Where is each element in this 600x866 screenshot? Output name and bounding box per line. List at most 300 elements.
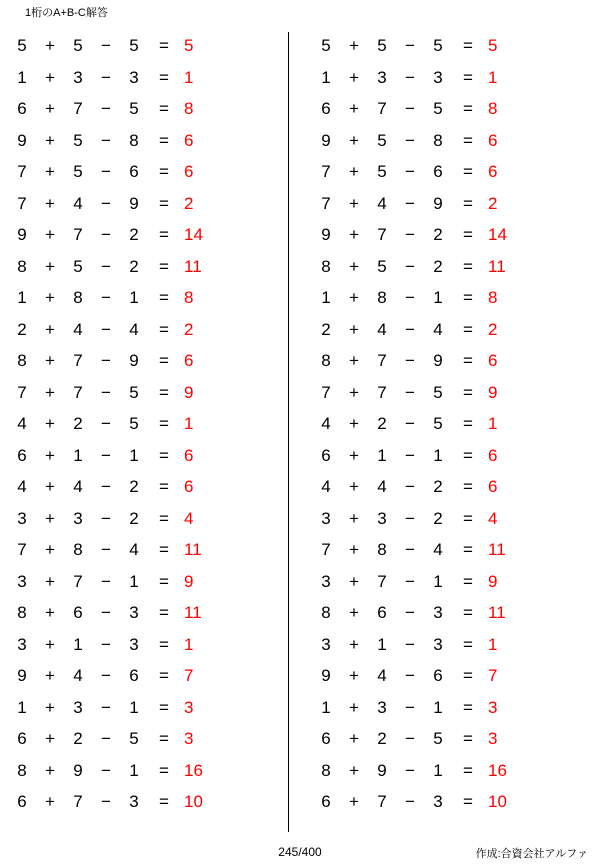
operand-b: 4: [73, 477, 83, 496]
plus-operator: +: [349, 634, 359, 654]
equals-operator: =: [463, 36, 473, 55]
answer-value: 9: [488, 382, 498, 402]
operand-b: 4: [73, 193, 83, 213]
minus-operator: −: [405, 603, 415, 622]
equals-operator: =: [463, 634, 473, 654]
problem-row: [8, 314, 296, 346]
problem-row: [312, 566, 600, 598]
operand-a: 1: [321, 67, 331, 87]
minus-operator: −: [405, 130, 415, 150]
answer-value: 9: [488, 571, 498, 591]
operand-b: 8: [73, 540, 83, 559]
minus-operator: −: [405, 540, 415, 559]
operand-b: 4: [73, 319, 83, 339]
operand-b: 2: [73, 729, 83, 748]
operand-a: 1: [17, 697, 27, 717]
problem-row: [8, 566, 296, 598]
answer-value: 1: [184, 67, 194, 87]
answer-value: 8: [488, 99, 498, 118]
problem-row: [312, 597, 600, 629]
answer-value: 7: [488, 666, 498, 685]
equals-operator: =: [159, 414, 169, 433]
minus-operator: −: [101, 162, 111, 181]
operand-c: 5: [129, 99, 139, 118]
plus-operator: +: [349, 571, 359, 591]
operand-b: 7: [377, 99, 387, 118]
problem-row: [8, 125, 296, 157]
problem-row: [8, 660, 296, 692]
problem-row: [8, 62, 296, 94]
operand-c: 1: [129, 288, 139, 307]
plus-operator: +: [45, 414, 55, 433]
operand-a: 8: [17, 603, 27, 622]
plus-operator: +: [349, 382, 359, 402]
problem-row: [312, 125, 600, 157]
operand-a: 8: [17, 351, 27, 370]
answer-value: 1: [488, 414, 498, 433]
answer-value: 7: [184, 666, 194, 685]
problem-row: [312, 156, 600, 188]
equals-operator: =: [159, 760, 169, 780]
operand-b: 7: [73, 225, 83, 244]
operand-b: 4: [377, 477, 387, 496]
operand-b: 7: [73, 382, 83, 402]
equals-operator: =: [463, 792, 473, 811]
equals-operator: =: [463, 414, 473, 433]
minus-operator: −: [101, 225, 111, 244]
equals-operator: =: [159, 477, 169, 496]
operand-c: 5: [433, 99, 443, 118]
operand-c: 4: [433, 540, 443, 559]
minus-operator: −: [101, 634, 111, 654]
minus-operator: −: [101, 697, 111, 717]
problem-row: [312, 219, 600, 251]
operand-b: 6: [73, 603, 83, 622]
operand-c: 3: [129, 792, 139, 811]
minus-operator: −: [101, 288, 111, 307]
equals-operator: =: [159, 603, 169, 622]
answer-value: 11: [184, 256, 202, 276]
operand-b: 5: [377, 130, 387, 150]
answer-value: 11: [488, 540, 506, 559]
operand-c: 2: [129, 477, 139, 496]
operand-a: 1: [321, 697, 331, 717]
equals-operator: =: [463, 666, 473, 685]
equals-operator: =: [463, 67, 473, 87]
operand-c: 3: [129, 634, 139, 654]
operand-b: 5: [377, 162, 387, 181]
plus-operator: +: [349, 540, 359, 559]
plus-operator: +: [45, 225, 55, 244]
operand-c: 2: [433, 256, 443, 276]
operand-c: 5: [433, 729, 443, 748]
equals-operator: =: [159, 445, 169, 465]
answer-value: 6: [184, 445, 194, 465]
answer-value: 6: [184, 477, 194, 496]
answer-value: 2: [184, 193, 194, 213]
answer-value: 1: [184, 414, 194, 433]
page-title: 1桁のA+B-C解答: [25, 7, 108, 19]
plus-operator: +: [349, 603, 359, 622]
operand-a: 6: [17, 445, 27, 465]
operand-b: 7: [377, 382, 387, 402]
minus-operator: −: [405, 351, 415, 370]
problem-row: [312, 503, 600, 535]
problem-row: [312, 188, 600, 220]
operand-a: 7: [321, 382, 331, 402]
operand-c: 4: [129, 540, 139, 559]
plus-operator: +: [349, 256, 359, 276]
answer-value: 9: [184, 571, 194, 591]
minus-operator: −: [405, 508, 415, 528]
plus-operator: +: [349, 414, 359, 433]
operand-c: 1: [433, 288, 443, 307]
equals-operator: =: [159, 193, 169, 213]
equals-operator: =: [463, 540, 473, 559]
minus-operator: −: [101, 319, 111, 339]
minus-operator: −: [405, 319, 415, 339]
operand-c: 6: [129, 666, 139, 685]
operand-b: 7: [377, 792, 387, 811]
equals-operator: =: [159, 351, 169, 370]
answer-value: 3: [184, 729, 194, 748]
plus-operator: +: [349, 351, 359, 370]
minus-operator: −: [101, 729, 111, 748]
problem-row: [8, 755, 296, 787]
problem-row: [8, 440, 296, 472]
operand-c: 6: [129, 162, 139, 181]
problem-row: [8, 93, 296, 125]
minus-operator: −: [101, 666, 111, 685]
operand-a: 8: [321, 256, 331, 276]
answer-value: 11: [184, 603, 202, 622]
operand-a: 3: [321, 634, 331, 654]
answer-value: 6: [488, 162, 498, 181]
problem-row: [312, 755, 600, 787]
answer-value: 11: [184, 540, 202, 559]
plus-operator: +: [349, 729, 359, 748]
problem-row: [312, 723, 600, 755]
plus-operator: +: [45, 162, 55, 181]
plus-operator: +: [349, 162, 359, 181]
equals-operator: =: [463, 729, 473, 748]
operand-a: 3: [17, 571, 27, 591]
problem-row: [312, 471, 600, 503]
operand-c: 3: [433, 603, 443, 622]
plus-operator: +: [45, 193, 55, 213]
minus-operator: −: [405, 193, 415, 213]
operand-b: 2: [377, 729, 387, 748]
plus-operator: +: [45, 760, 55, 780]
minus-operator: −: [101, 414, 111, 433]
plus-operator: +: [349, 225, 359, 244]
operand-a: 3: [17, 508, 27, 528]
operand-a: 8: [321, 603, 331, 622]
minus-operator: −: [101, 603, 111, 622]
plus-operator: +: [349, 666, 359, 685]
operand-a: 8: [321, 351, 331, 370]
plus-operator: +: [349, 319, 359, 339]
plus-operator: +: [45, 729, 55, 748]
equals-operator: =: [463, 603, 473, 622]
minus-operator: −: [405, 634, 415, 654]
minus-operator: −: [405, 36, 415, 55]
equals-operator: =: [463, 288, 473, 307]
plus-operator: +: [349, 99, 359, 118]
equals-operator: =: [159, 634, 169, 654]
operand-c: 5: [433, 36, 443, 55]
problem-row: [8, 471, 296, 503]
operand-a: 6: [321, 792, 331, 811]
page-number: 245/400: [278, 845, 322, 859]
operand-b: 4: [73, 666, 83, 685]
operand-a: 8: [17, 760, 27, 780]
minus-operator: −: [101, 477, 111, 496]
plus-operator: +: [45, 792, 55, 811]
plus-operator: +: [45, 36, 55, 55]
operand-a: 6: [321, 99, 331, 118]
problem-row: [8, 156, 296, 188]
minus-operator: −: [405, 99, 415, 118]
minus-operator: −: [405, 445, 415, 465]
operand-a: 7: [17, 193, 27, 213]
problem-columns: [0, 30, 600, 818]
operand-b: 9: [73, 760, 83, 780]
operand-c: 3: [433, 792, 443, 811]
equals-operator: =: [159, 666, 169, 685]
minus-operator: −: [101, 540, 111, 559]
problem-row: [8, 251, 296, 283]
answer-value: 1: [184, 634, 194, 654]
operand-a: 2: [17, 319, 27, 339]
operand-a: 4: [321, 414, 331, 433]
equals-operator: =: [463, 508, 473, 528]
minus-operator: −: [101, 445, 111, 465]
plus-operator: +: [349, 130, 359, 150]
problem-row: [312, 314, 600, 346]
answer-value: 1: [488, 634, 498, 654]
problem-row: [8, 345, 296, 377]
operand-b: 3: [73, 697, 83, 717]
operand-b: 7: [377, 571, 387, 591]
problem-row: [8, 282, 296, 314]
answer-value: 14: [488, 225, 507, 244]
operand-c: 9: [433, 351, 443, 370]
plus-operator: +: [45, 288, 55, 307]
minus-operator: −: [101, 130, 111, 150]
operand-a: 8: [17, 256, 27, 276]
operand-a: 4: [17, 414, 27, 433]
operand-c: 2: [433, 477, 443, 496]
equals-operator: =: [463, 130, 473, 150]
problem-row: [8, 723, 296, 755]
answer-value: 14: [184, 225, 203, 244]
operand-a: 6: [17, 99, 27, 118]
answer-value: 10: [488, 792, 507, 811]
plus-operator: +: [349, 288, 359, 307]
answer-value: 6: [184, 162, 194, 181]
plus-operator: +: [45, 99, 55, 118]
plus-operator: +: [349, 760, 359, 780]
operand-a: 7: [17, 382, 27, 402]
operand-c: 9: [129, 193, 139, 213]
plus-operator: +: [45, 666, 55, 685]
problem-row: [312, 377, 600, 409]
plus-operator: +: [45, 477, 55, 496]
equals-operator: =: [159, 382, 169, 402]
equals-operator: =: [159, 36, 169, 55]
operand-c: 9: [433, 193, 443, 213]
operand-b: 5: [73, 256, 83, 276]
minus-operator: −: [101, 571, 111, 591]
minus-operator: −: [405, 729, 415, 748]
equals-operator: =: [159, 697, 169, 717]
answer-value: 6: [184, 130, 194, 150]
answer-value: 10: [184, 792, 203, 811]
operand-c: 9: [129, 351, 139, 370]
operand-b: 2: [377, 414, 387, 433]
equals-operator: =: [159, 162, 169, 181]
operand-a: 9: [17, 225, 27, 244]
problem-row: [312, 408, 600, 440]
operand-c: 8: [433, 130, 443, 150]
operand-a: 5: [321, 36, 331, 55]
answer-value: 6: [184, 351, 194, 370]
operand-a: 3: [321, 571, 331, 591]
answer-value: 16: [184, 760, 203, 780]
minus-operator: −: [101, 256, 111, 276]
operand-b: 1: [377, 445, 387, 465]
plus-operator: +: [45, 382, 55, 402]
equals-operator: =: [159, 319, 169, 339]
plus-operator: +: [349, 697, 359, 717]
operand-b: 8: [377, 540, 387, 559]
equals-operator: =: [463, 319, 473, 339]
problem-row: [8, 188, 296, 220]
equals-operator: =: [159, 256, 169, 276]
operand-a: 2: [321, 319, 331, 339]
answer-value: 2: [184, 319, 194, 339]
equals-operator: =: [159, 288, 169, 307]
equals-operator: =: [463, 351, 473, 370]
minus-operator: −: [405, 382, 415, 402]
plus-operator: +: [45, 130, 55, 150]
operand-a: 7: [321, 193, 331, 213]
problem-row: [8, 692, 296, 724]
answer-value: 3: [488, 697, 498, 717]
operand-b: 1: [73, 634, 83, 654]
operand-c: 5: [129, 414, 139, 433]
problem-row: [312, 660, 600, 692]
problem-column-left: [0, 30, 296, 818]
plus-operator: +: [45, 67, 55, 87]
answer-value: 4: [184, 508, 194, 528]
answer-value: 5: [488, 36, 498, 55]
operand-c: 1: [129, 445, 139, 465]
problem-row: [312, 93, 600, 125]
equals-operator: =: [159, 508, 169, 528]
answer-value: 8: [184, 99, 194, 118]
operand-a: 7: [17, 540, 27, 559]
operand-c: 3: [433, 634, 443, 654]
minus-operator: −: [101, 67, 111, 87]
problem-row: [312, 786, 600, 818]
operand-b: 3: [377, 508, 387, 528]
operand-b: 3: [73, 508, 83, 528]
problem-row: [312, 534, 600, 566]
answer-value: 6: [488, 445, 498, 465]
plus-operator: +: [45, 256, 55, 276]
operand-c: 1: [433, 760, 443, 780]
answer-value: 1: [488, 67, 498, 87]
operand-b: 4: [377, 666, 387, 685]
plus-operator: +: [349, 477, 359, 496]
operand-c: 1: [433, 571, 443, 591]
answer-value: 3: [184, 697, 194, 717]
operand-a: 6: [17, 792, 27, 811]
operand-a: 7: [321, 162, 331, 181]
plus-operator: +: [45, 445, 55, 465]
answer-value: 16: [488, 760, 507, 780]
operand-a: 9: [321, 130, 331, 150]
equals-operator: =: [463, 697, 473, 717]
minus-operator: −: [405, 162, 415, 181]
operand-c: 2: [129, 256, 139, 276]
operand-b: 5: [73, 162, 83, 181]
operand-b: 3: [377, 67, 387, 87]
plus-operator: +: [45, 351, 55, 370]
operand-c: 2: [433, 508, 443, 528]
minus-operator: −: [405, 288, 415, 307]
minus-operator: −: [101, 792, 111, 811]
minus-operator: −: [405, 792, 415, 811]
answer-value: 8: [184, 288, 194, 307]
minus-operator: −: [101, 36, 111, 55]
minus-operator: −: [101, 351, 111, 370]
answer-value: 6: [488, 351, 498, 370]
operand-a: 8: [321, 760, 331, 780]
operand-b: 6: [377, 603, 387, 622]
operand-c: 6: [433, 162, 443, 181]
problem-row: [8, 377, 296, 409]
minus-operator: −: [101, 193, 111, 213]
equals-operator: =: [463, 382, 473, 402]
operand-c: 1: [433, 445, 443, 465]
problem-row: [8, 408, 296, 440]
operand-a: 7: [321, 540, 331, 559]
operand-a: 6: [17, 729, 27, 748]
operand-a: 3: [321, 508, 331, 528]
plus-operator: +: [45, 319, 55, 339]
operand-c: 5: [433, 382, 443, 402]
answer-value: 2: [488, 193, 498, 213]
operand-a: 1: [17, 67, 27, 87]
operand-a: 9: [17, 666, 27, 685]
operand-a: 3: [17, 634, 27, 654]
problem-row: [312, 692, 600, 724]
answer-value: 3: [488, 729, 498, 748]
plus-operator: +: [349, 508, 359, 528]
equals-operator: =: [463, 760, 473, 780]
operand-b: 7: [73, 792, 83, 811]
minus-operator: −: [101, 382, 111, 402]
operand-a: 1: [321, 288, 331, 307]
operand-a: 6: [321, 729, 331, 748]
equals-operator: =: [463, 162, 473, 181]
answer-value: 9: [184, 382, 194, 402]
equals-operator: =: [463, 193, 473, 213]
operand-b: 4: [377, 193, 387, 213]
